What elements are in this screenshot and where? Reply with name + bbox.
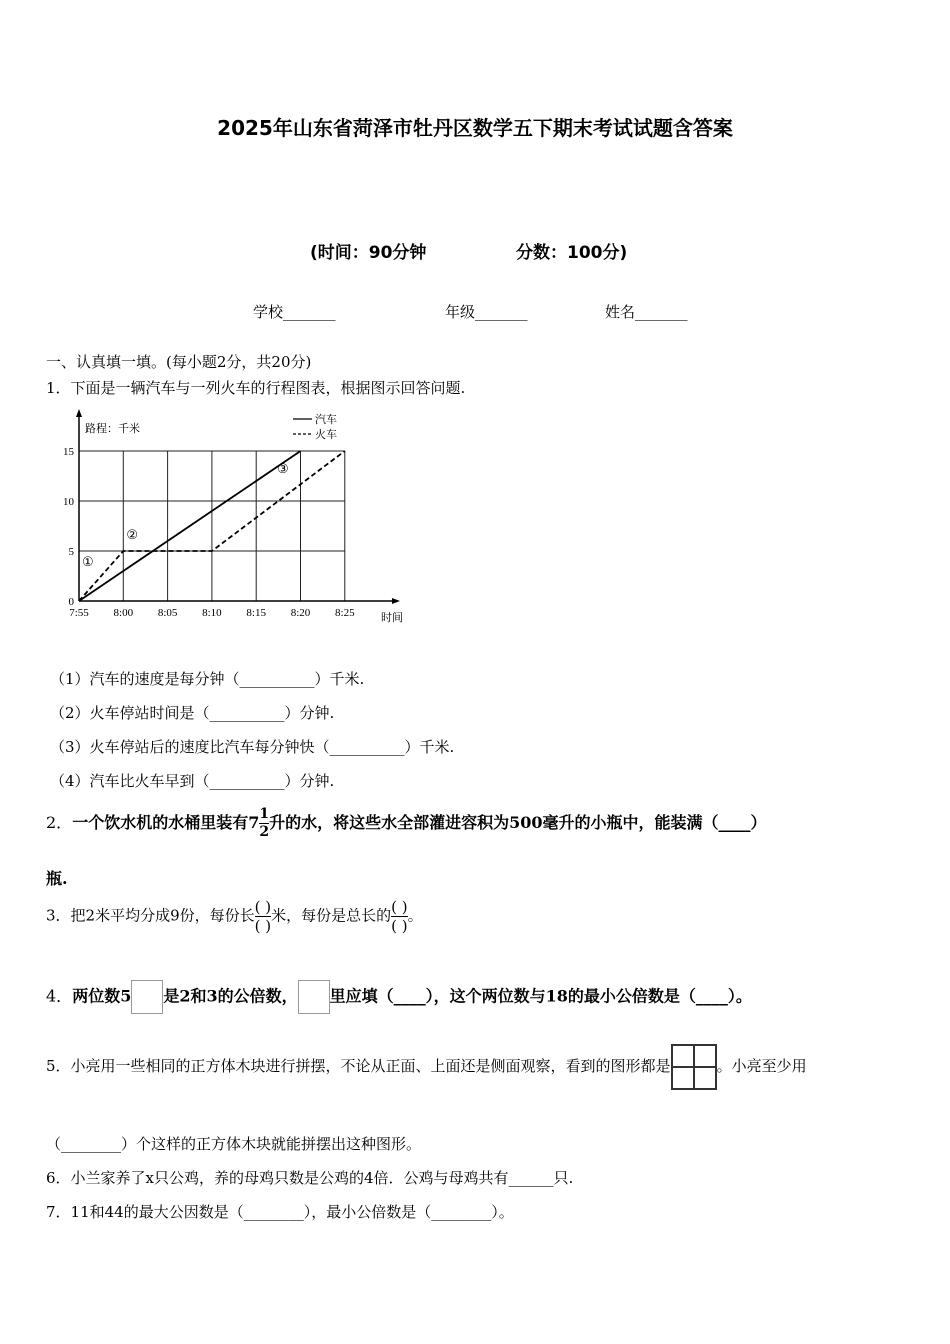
fraction-blank-1[interactable]: $\frac{( )}{( )}$ <box>254 898 272 935</box>
q1-sub-4: （4）汽车比火车早到（__________）分钟. <box>50 772 335 790</box>
legend-label: 火车 <box>315 429 337 441</box>
y-axis-arrow <box>76 409 82 417</box>
x-tick-label: 8:20 <box>290 607 311 619</box>
y-axis-label: 路程：千米 <box>85 423 140 435</box>
school-field: 学校_______ <box>253 303 336 321</box>
x-tick-label: 8:25 <box>335 607 355 619</box>
question-4: 4．两位数5 是2和3的公倍数， 里应填（____），这个两位数与18的最小公倍数是（____）。 <box>46 980 752 1014</box>
q1-sub-3: （3）火车停站后的速度比汽车每分钟快（__________）千米. <box>50 738 455 756</box>
grade-field: 年级_______ <box>445 303 528 321</box>
q1-sub-2: （2）火车停站时间是（__________）分钟. <box>50 704 335 722</box>
x-axis-label: 时间 <box>380 612 403 624</box>
question-1 <box>46 377 465 398</box>
fraction: $\frac{1}{2}$ <box>259 806 270 840</box>
question-2-cont: 瓶. <box>46 869 68 888</box>
circled-label: ③ <box>276 461 289 476</box>
name-field: 姓名_______ <box>605 303 688 321</box>
section-heading: 一、认真填一填。(每小题2分，共20分) <box>46 353 312 371</box>
question-7: 7．11和44的最大公因数是（________），最小公倍数是（________）。 <box>46 1203 514 1221</box>
circled-label: ① <box>82 554 94 569</box>
digit-box[interactable] <box>131 980 163 1014</box>
series-line-car <box>79 451 301 601</box>
question-2: 2．一个饮水机的水桶里装有7 $\frac{1}{2}$ 升的水，将这些水全部灌进容积为500毫升的小瓶中，能装满（____） <box>46 806 767 840</box>
score-label: 分数：100分) <box>516 243 628 263</box>
question-5: 5．小亮用一些相同的正方体木块进行拼摆，不论从正面、上面还是侧面观察，看到的图形都是 。小亮至少用 <box>46 1044 807 1090</box>
fraction-blank-2[interactable]: $\frac{( )}{( )}$ <box>391 898 408 935</box>
page-title: 2025年山东省菏泽市牡丹区数学五下期末考试试题含答案 <box>217 116 733 140</box>
q-text: 下面是一辆汽车与一列火车的行程图表，根据图示回答问题. <box>70 379 466 397</box>
x-tick-label: 8:05 <box>157 607 178 619</box>
digit-box[interactable] <box>298 980 330 1014</box>
y-tick-label: 5 <box>68 546 74 558</box>
square-grid-figure <box>671 1044 717 1090</box>
x-tick-label: 8:00 <box>113 607 134 619</box>
x-tick-label: 7:55 <box>69 607 89 619</box>
time-label: (时间：90分钟 <box>310 243 427 263</box>
circled-label: ② <box>126 527 138 542</box>
y-tick-label: 0 <box>68 596 74 608</box>
y-tick-label: 10 <box>63 496 74 508</box>
legend-label: 汽车 <box>315 414 337 426</box>
x-axis-arrow <box>392 598 400 604</box>
q-number: 1． <box>46 379 71 397</box>
travel-chart <box>40 405 420 630</box>
question-3: 3．把2米平均分成9份，每份长 $\frac{( )}{( )}$ 米，每份是总长的 $\frac{( )}{( )}$ 。 <box>46 898 423 935</box>
x-tick-label: 8:15 <box>246 607 266 619</box>
question-6: 6．小兰家养了x只公鸡，养的母鸡只数是公鸡的4倍．公鸡与母鸡共有______只. <box>46 1169 574 1187</box>
q1-sub-1: （1）汽车的速度是每分钟（__________）千米. <box>50 670 365 688</box>
question-5-cont: （________）个这样的正方体木块就能拼摆出这种图形。 <box>46 1135 422 1153</box>
y-tick-label: 15 <box>63 446 74 458</box>
x-tick-label: 8:10 <box>202 607 222 619</box>
